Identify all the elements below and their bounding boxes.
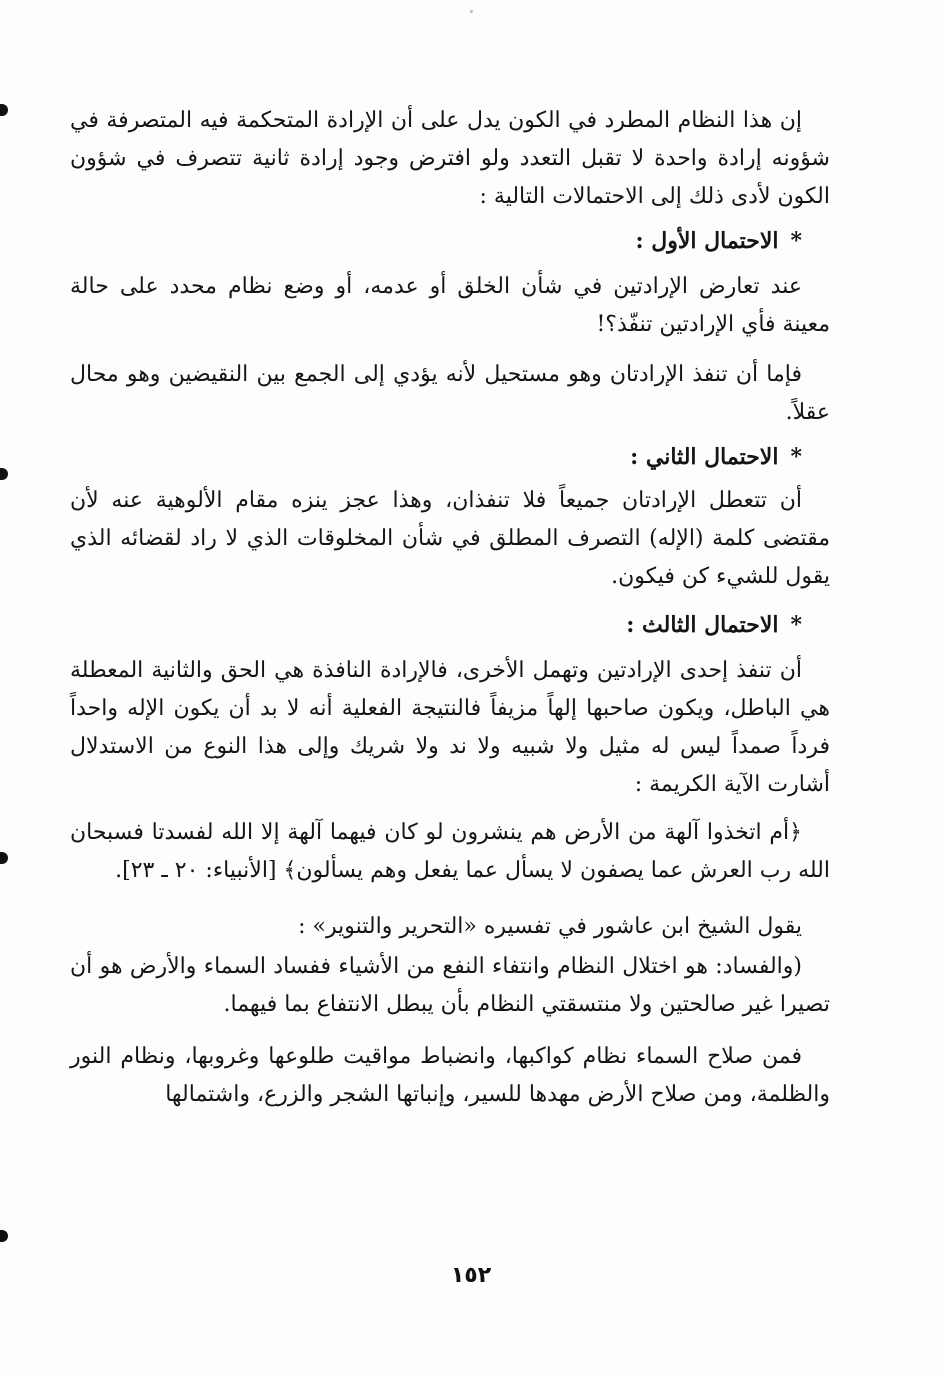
binding-edge-mark bbox=[0, 468, 8, 480]
paragraph-both-fail: أن تتعطل الإرادتان جميعاً فلا تنفذان، وهذا عجز ينزه مقام الألوهية عنه لأن مقتضى كلمة (الإله) التصرف المطلق في شأن المخلوقات الذي لا راد لقضائه الذي يقول للشيء كن فيكون. bbox=[70, 488, 830, 589]
paragraph-both-execute: فإما أن تنفذ الإرادتان وهو مستحيل لأنه يؤدي إلى الجمع بين النقيضين وهو محال عقلاً. bbox=[70, 362, 830, 425]
binding-edge-mark bbox=[0, 852, 8, 864]
page-body-text bbox=[70, 102, 830, 1114]
paragraph-ibn-ashur-intro: يقول الشيخ ابن عاشور في تفسيره «التحرير والتنوير» : bbox=[298, 914, 802, 939]
page-number: ١٥٢ bbox=[450, 1263, 492, 1288]
paragraph-corruption-definition: (والفساد: هو اختلال النظام وانتفاء النفع من الأشياء ففساد السماء والأرض هو أن تصيرا غير صالحتين ولا منتسقتي النظام بأن يبطل الانتفاع بما فيهما. bbox=[70, 954, 830, 1017]
asterisk-marker: * bbox=[790, 444, 802, 470]
asterisk-marker: * bbox=[790, 228, 802, 254]
binding-edge-mark bbox=[0, 104, 8, 116]
paragraph-one-executes: أن تنفذ إحدى الإرادتين وتهمل الأخرى، فالإرادة النافذة هي الحق والثانية المعطلة هي الباطل، ويكون صاحبها إلهاً مزيفاً فالنتيجة الفعلية أنه لا بد أن يكون الإله واحداً فرداً صمداً ليس له مثيل ولا شبيه ولا ند ولا شريك وإلى هذا النوع من الاستدلال أشارت الآية الكريمة : bbox=[70, 658, 830, 797]
section-heading-first-possibility bbox=[70, 222, 830, 260]
paragraph-conflict: عند تعارض الإرادتين في شأن الخلق أو عدمه، أو وضع نظام محدد على حالة معينة فأي الإرادتين تنفّذ؟! bbox=[70, 274, 830, 337]
heading-text: الاحتمال الأول : bbox=[635, 228, 779, 254]
heading-text: الاحتمال الثاني : bbox=[630, 444, 779, 470]
quran-verse-quote: ﴿أم اتخذوا آلهة من الأرض هم ينشرون لو كان فيهما آلهة إلا الله لفسدتا فسبحان الله رب العرش عما يصفون لا يسأل عما يفعل وهم يسألون﴾ [الأنبياء: ٢٠ ـ ٢٣]. bbox=[70, 820, 830, 883]
asterisk-marker: * bbox=[790, 612, 802, 638]
paragraph-heaven-earth-order: فمن صلاح السماء نظام كواكبها، وانضباط مواقيت طلوعها وغروبها، ونظام النور والظلمة، ومن صلاح الأرض مهدها للسير، وإنباتها الشجر والزرع، واشتمالها bbox=[70, 1044, 830, 1107]
heading-text: الاحتمال الثالث : bbox=[626, 612, 779, 638]
section-heading-third-possibility bbox=[70, 606, 830, 644]
binding-edge-mark bbox=[0, 1230, 8, 1242]
scan-speck bbox=[470, 10, 473, 13]
paragraph-intro: إن هذا النظام المطرد في الكون يدل على أن الإرادة المتحكمة فيه المتصرفة في شؤونه إرادة واحدة لا تقبل التعدد ولو افترض وجود إرادة ثانية تتصرف في شؤون الكون لأدى ذلك إلى الاحتمالات التالية : bbox=[70, 108, 830, 209]
section-heading-second-possibility bbox=[70, 438, 830, 476]
